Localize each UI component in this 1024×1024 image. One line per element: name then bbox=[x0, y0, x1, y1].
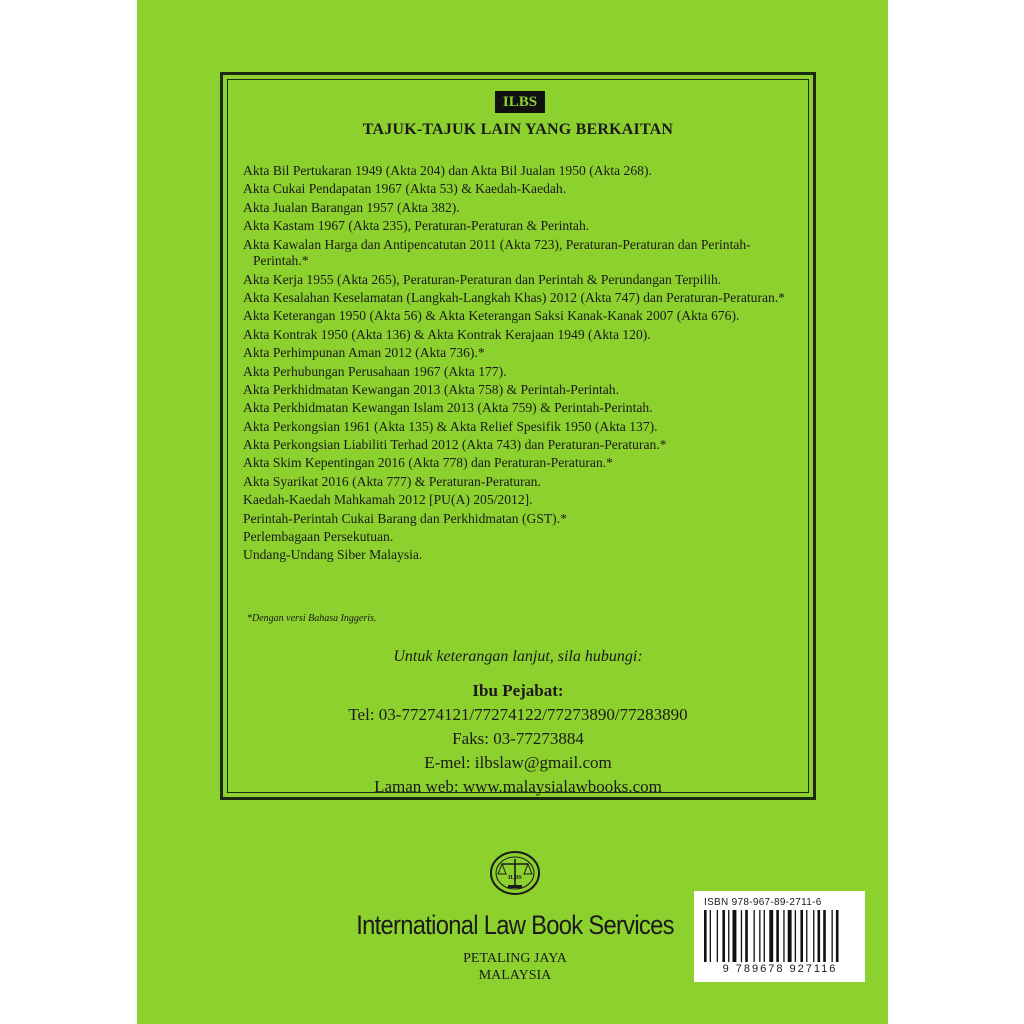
barcode-bar bbox=[759, 910, 760, 962]
barcode-bar bbox=[717, 910, 718, 962]
list-item: Akta Kastam 1967 (Akta 235), Peraturan-Peraturan & Perintah. bbox=[243, 218, 590, 234]
barcode-bar bbox=[783, 910, 784, 962]
barcode-bar bbox=[795, 910, 796, 962]
publisher-city: PETALING JAYA bbox=[463, 951, 567, 966]
list-item: Perlembagaan Persekutuan. bbox=[243, 529, 394, 545]
barcode-bar bbox=[813, 910, 814, 962]
barcode-bar bbox=[800, 910, 803, 962]
logo-lettering: ILBS bbox=[508, 875, 522, 881]
titles-list bbox=[243, 163, 793, 566]
list-item: Akta Cukai Pendapatan 1967 (Akta 53) & Kaedah-Kaedah. bbox=[243, 181, 567, 197]
related-titles-panel bbox=[220, 72, 816, 800]
barcode-bar bbox=[704, 910, 707, 962]
email-line: E-mel: ilbslaw@gmail.com bbox=[424, 753, 612, 772]
panel-heading: TAJUK-TAJUK LAIN YANG BERKAITAN bbox=[362, 121, 674, 138]
list-item: Akta Syarikat 2016 (Akta 777) & Peraturan-Peraturan. bbox=[243, 473, 541, 489]
barcode-bar bbox=[806, 910, 807, 962]
fax-line: Faks: 03-77273884 bbox=[452, 729, 584, 748]
barcode-bar bbox=[741, 910, 742, 962]
barcode-icon bbox=[702, 910, 858, 962]
head-office-label: Ibu Pejabat: bbox=[472, 681, 564, 700]
list-item: Akta Jualan Barangan 1957 (Akta 382). bbox=[243, 199, 460, 215]
website-line: Laman web: www.malaysialawbooks.com bbox=[374, 777, 662, 796]
list-item: Akta Perhimpunan Aman 2012 (Akta 736).* bbox=[243, 345, 485, 361]
list-item: Perintah-Perintah Cukai Barang dan Perkhidmatan (GST).* bbox=[243, 510, 567, 526]
contact-block bbox=[223, 679, 813, 799]
barcode-bar bbox=[745, 910, 748, 962]
list-item: Akta Perkongsian 1961 (Akta 135) & Akta Relief Spesifik 1950 (Akta 137). bbox=[243, 418, 658, 434]
ilbs-badge: ILBS bbox=[495, 91, 545, 113]
publisher-location bbox=[430, 950, 600, 984]
barcode-bar bbox=[728, 910, 729, 962]
barcode-bar bbox=[733, 910, 737, 962]
list-item: Akta Skim Kepentingan 2016 (Akta 778) dan Peraturan-Peraturan.* bbox=[243, 455, 613, 471]
list-item: Akta Perkongsian Liabiliti Terhad 2012 (Akta 743) dan Peraturan-Peraturan.* bbox=[243, 437, 667, 453]
barcode-bar bbox=[832, 910, 833, 962]
english-version-footnote: *Dengan versi Bahasa Inggeris. bbox=[247, 613, 377, 624]
barcode-bar bbox=[710, 910, 711, 962]
barcode-bar bbox=[764, 910, 765, 962]
barcode-bar bbox=[818, 910, 821, 962]
publisher-country: MALAYSIA bbox=[478, 968, 552, 983]
barcode-bar bbox=[769, 910, 773, 962]
ilbs-scales-logo-icon bbox=[489, 850, 541, 896]
list-item: Akta Kontrak 1950 (Akta 136) & Akta Kontrak Kerajaan 1949 (Akta 120). bbox=[243, 326, 651, 342]
list-item: Akta Keterangan 1950 (Akta 56) & Akta Keterangan Saksi Kanak-Kanak 2007 (Akta 676). bbox=[243, 308, 740, 324]
list-item: Akta Perhubungan Perusahaan 1967 (Akta 177). bbox=[243, 363, 507, 379]
list-item: Akta Kesalahan Keselamatan (Langkah-Langkah Khas) 2012 (Akta 747) dan Peraturan-Peraturan.* bbox=[243, 289, 786, 305]
isbn-barcode-label bbox=[694, 891, 865, 982]
barcode-bar bbox=[722, 910, 725, 962]
barcode-bar bbox=[788, 910, 792, 962]
list-item: Akta Bil Pertukaran 1949 (Akta 204) dan Akta Bil Jualan 1950 (Akta 268). bbox=[243, 163, 652, 178]
barcode-bar bbox=[754, 910, 755, 962]
list-item: Undang-Undang Siber Malaysia. bbox=[243, 547, 423, 563]
list-item: Akta Perkhidmatan Kewangan Islam 2013 (Akta 759) & Perintah-Perintah. bbox=[243, 400, 653, 416]
list-item: Akta Perkhidmatan Kewangan 2013 (Akta 758) & Perintah-Perintah. bbox=[243, 381, 619, 397]
barcode-bar bbox=[836, 910, 839, 962]
publisher-name: International Law Book Services bbox=[356, 910, 674, 940]
barcode-bar bbox=[776, 910, 779, 962]
list-item: Kaedah-Kaedah Mahkamah 2012 [PU(A) 205/2012]. bbox=[243, 492, 533, 508]
list-item: Akta Kerja 1955 (Akta 265), Peraturan-Peraturan dan Perintah & Perundangan Terpilih. bbox=[243, 271, 722, 287]
isbn-number: ISBN 978-967-89-2711-6 bbox=[704, 897, 822, 908]
barcode-bar bbox=[823, 910, 826, 962]
contact-intro: Untuk keterangan lanjut, sila hubungi: bbox=[393, 648, 643, 665]
telephone-line: Tel: 03-77274121/77274122/77273890/77283890 bbox=[348, 705, 688, 724]
barcode-digits: 9 789678 927116 bbox=[722, 963, 838, 975]
list-item: Akta Kawalan Harga dan Antipencatutan 2011 (Akta 723), Peraturan-Peraturan dan Perintah-Perintah.* bbox=[243, 236, 751, 269]
